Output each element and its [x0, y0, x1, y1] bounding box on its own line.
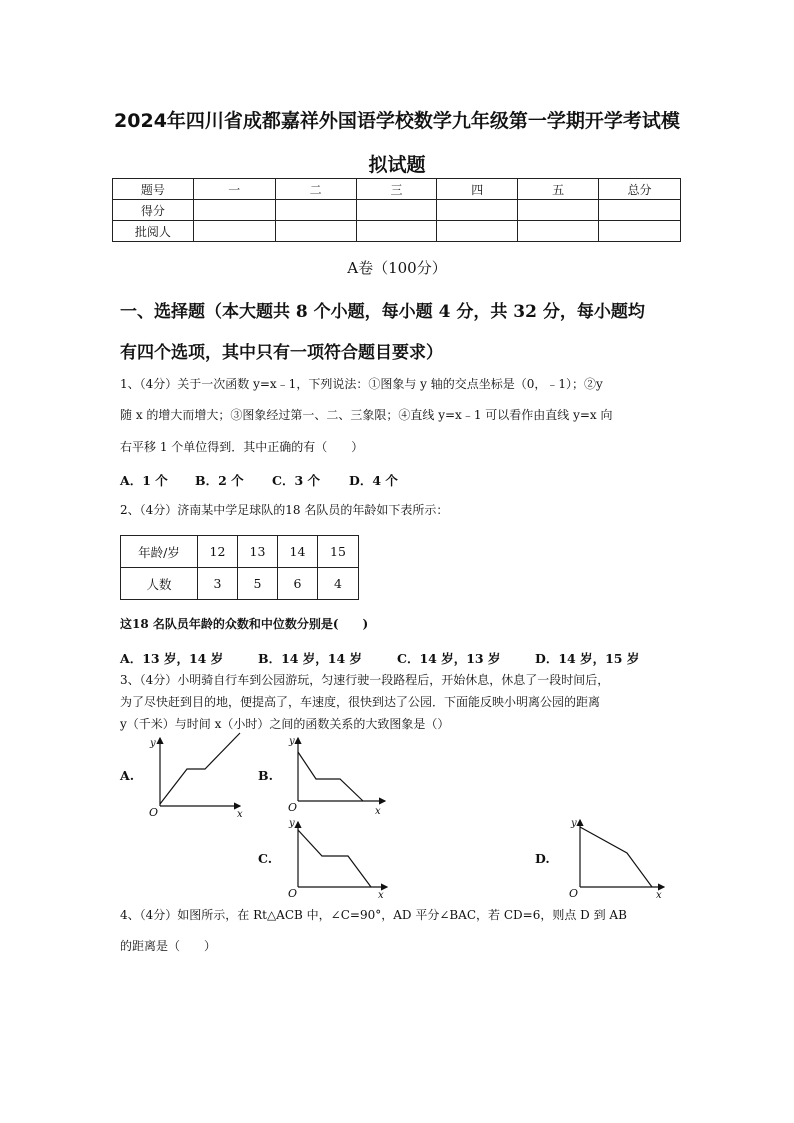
age-table-cell: 15 [318, 536, 359, 568]
score-header-cell: 五 [518, 179, 599, 200]
graph-b-x-label: x [375, 806, 381, 817]
graph-d-y-label: y [571, 818, 577, 829]
question-1-option-a: A．1 个 [120, 473, 168, 488]
volume-heading: A卷（100分） [347, 259, 447, 277]
question-2-line2: 这18 名队员年龄的众数和中位数分别是( ) [120, 617, 369, 631]
score-header-cell: 四 [437, 179, 518, 200]
graph-b-label: B. [258, 768, 273, 783]
question-4-line2: 的距离是（ ） [120, 939, 217, 953]
graph-d-x-label: x [656, 890, 662, 901]
graph-b-origin: O [288, 801, 298, 814]
graph-d [580, 820, 664, 887]
question-4-line1: 4、（4分）如图所示，在 Rt△ACB 中，∠C=90°，AD 平分∠BAC，若 CD=6，则点 D 到 AB [120, 908, 627, 922]
score-header-cell: 二 [275, 179, 356, 200]
graph-b-y-label: y [289, 736, 295, 747]
graph-a-curve [160, 733, 240, 804]
graph-b-curve [298, 752, 363, 801]
age-table-cell: 14 [278, 536, 318, 568]
score-row-label: 得分 [113, 200, 194, 221]
question-2-line1: 2、（4分）济南某中学足球队的18 名队员的年龄如下表所示： [120, 503, 449, 517]
score-header-cell: 三 [356, 179, 437, 200]
question-2-option-d: D．14 岁，15 岁 [535, 651, 640, 666]
section-heading-line2: 有四个选项，其中只有一项符合题目要求） [120, 343, 443, 363]
graph-c-origin: O [288, 887, 298, 900]
question-1-option-c: C．3 个 [272, 473, 320, 488]
graph-a [160, 733, 240, 806]
graph-c-x-label: x [378, 890, 384, 901]
graph-d-label: D. [535, 851, 550, 866]
graph-a-label: A. [120, 768, 135, 783]
age-table-cell: 5 [238, 568, 278, 600]
graph-c-curve [298, 830, 371, 887]
question-2-option-a: A．13 岁，14 岁 [120, 651, 224, 666]
question-1-line2: 随 x 的增大而增大；③图象经过第一、二、三象限；④直线 y=x﹣1 可以看作由直线 y=x 向 [120, 408, 613, 422]
age-table-cell: 3 [198, 568, 238, 600]
question-3-line2: 为了尽快赶到目的地，便提高了，车速度，很快到达了公园．下面能反映小明离公园的距离 [120, 695, 601, 709]
graph-d-origin: O [569, 887, 579, 900]
question-3-line3: y（千米）与时间 x（小时）之间的函数关系的大致图象是（） [120, 717, 450, 731]
page-title-line2: 拟试题 [368, 154, 426, 176]
graph-a-x-label: x [237, 809, 243, 820]
graph-b [298, 738, 385, 801]
question-2-option-b: B．14 岁，14 岁 [258, 651, 363, 666]
graph-c [298, 822, 387, 887]
score-header-cell: 题号 [113, 179, 194, 200]
score-header-cell: 总分 [599, 179, 681, 200]
age-table-cell: 13 [238, 536, 278, 568]
page-title-line1: 2024年四川省成都嘉祥外国语学校数学九年级第一学期开学考试模 [114, 110, 680, 132]
age-table-cell: 6 [278, 568, 318, 600]
graph-d-curve [580, 827, 652, 887]
section-heading-line1: 一、选择题（本大题共 8 个小题，每小题 4 分，共 32 分，每小题均 [120, 302, 645, 322]
question-1-line1: 1、（4分）关于一次函数 y=x﹣1，下列说法：①图象与 y 轴的交点坐标是（0，﹣1）；②y [120, 377, 603, 391]
age-table-cell: 4 [318, 568, 359, 600]
graph-a-origin: O [149, 806, 159, 819]
question-1-option-b: B．2 个 [195, 473, 244, 488]
question-1-option-d: D．4 个 [349, 473, 398, 488]
graph-a-y-label: y [150, 738, 156, 749]
question-2-option-c: C．14 岁，13 岁 [397, 651, 501, 666]
score-row-label: 批阅人 [113, 221, 194, 242]
age-table-cell: 人数 [121, 568, 198, 600]
score-header-cell: 一 [193, 179, 275, 200]
graph-c-y-label: y [289, 818, 295, 829]
graph-c-label: C. [258, 851, 273, 866]
age-table-cell: 年龄/岁 [121, 536, 198, 568]
question-1-line3: 右平移 1 个单位得到．其中正确的有（ ） [120, 440, 364, 454]
age-table-cell: 12 [198, 536, 238, 568]
question-3-line1: 3、（4分）小明骑自行车到公园游玩，匀速行驶一段路程后，开始休息，休息了一段时间后， [120, 673, 610, 687]
